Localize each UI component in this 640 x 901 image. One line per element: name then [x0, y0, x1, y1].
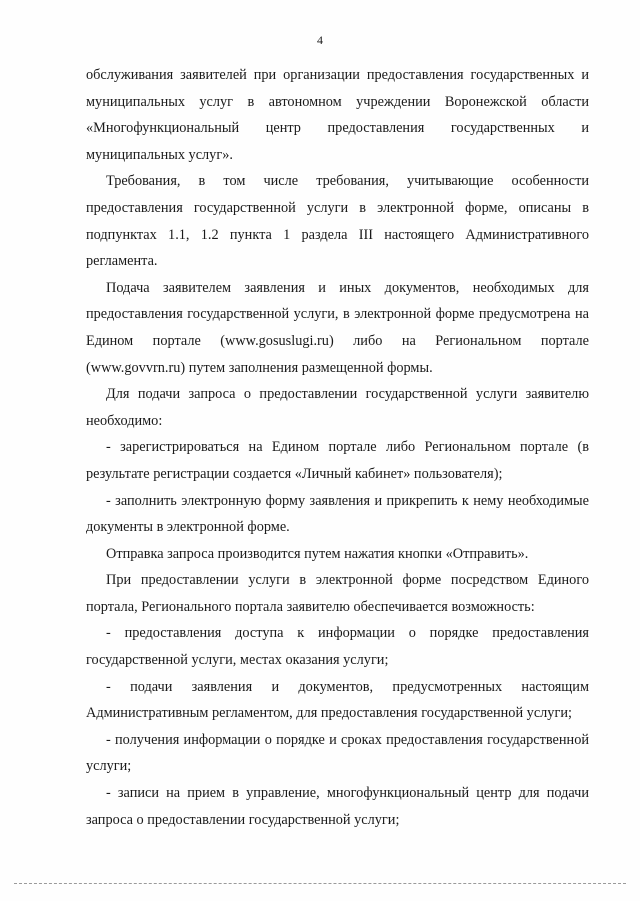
paragraph-send: Отправка запроса производится путем нажатия кнопки «Отправить». — [106, 545, 529, 562]
page-number: 4 — [317, 33, 323, 47]
list-item-access-info: - предоставления доступа к информации о порядке предоставления государственной услуги, местах оказания услуги; — [86, 625, 589, 669]
list-item-submit-documents: - подачи заявления и документов, предусмотренных настоящим Административным регламентом, для предоставления государственной услуги; — [86, 678, 589, 722]
list-item-register: - зарегистрироваться на Едином портале либо Региональном портале (в результате регистрации создается «Личный кабинет» пользователя); — [86, 439, 589, 482]
paragraph-request-intro: Для подачи запроса о предоставлении государственной услуги заявителю необходимо: — [86, 386, 589, 429]
list-item-appointment: - записи на прием в управление, многофункциональный центр для подачи запроса о предоставлении государственной услуги; — [86, 785, 589, 828]
document-body — [86, 62, 589, 833]
paragraph-continuation: обслуживания заявителей при организации предоставления государственных и муниципальных услуг в автономном учреждении Воронежской области «Многофункциональный центр предоставления государственных и муниципальных услуг». — [86, 67, 589, 163]
paragraph-submission: Подача заявителем заявления и иных документов, необходимых для предоставления государственной услуги, в электронной форме предусмотрена на Едином портале (www.gosuslugi.ru) либо на Региональном портале (www.govvrn.ru) путем заполнения размещенной формы. — [86, 279, 589, 376]
scan-edge-line — [14, 883, 626, 884]
list-item-fill-form: - заполнить электронную форму заявления и прикрепить к нему необходимые документы в электронной форме. — [86, 492, 589, 536]
paragraph-requirements: Требования, в том числе требования, учитывающие особенности предоставления государственной услуги в электронной форме, описаны в подпунктах 1.1, 1.2 пункта 1 раздела III настоящего Административного регламента. — [86, 173, 589, 270]
list-item-get-info: - получения информации о порядке и сроках предоставления государственной услуги; — [86, 731, 589, 775]
paragraph-possibilities: При предоставлении услуги в электронной форме посредством Единого портала, Регионального портала заявителю обеспечивается возможность: — [86, 572, 589, 615]
